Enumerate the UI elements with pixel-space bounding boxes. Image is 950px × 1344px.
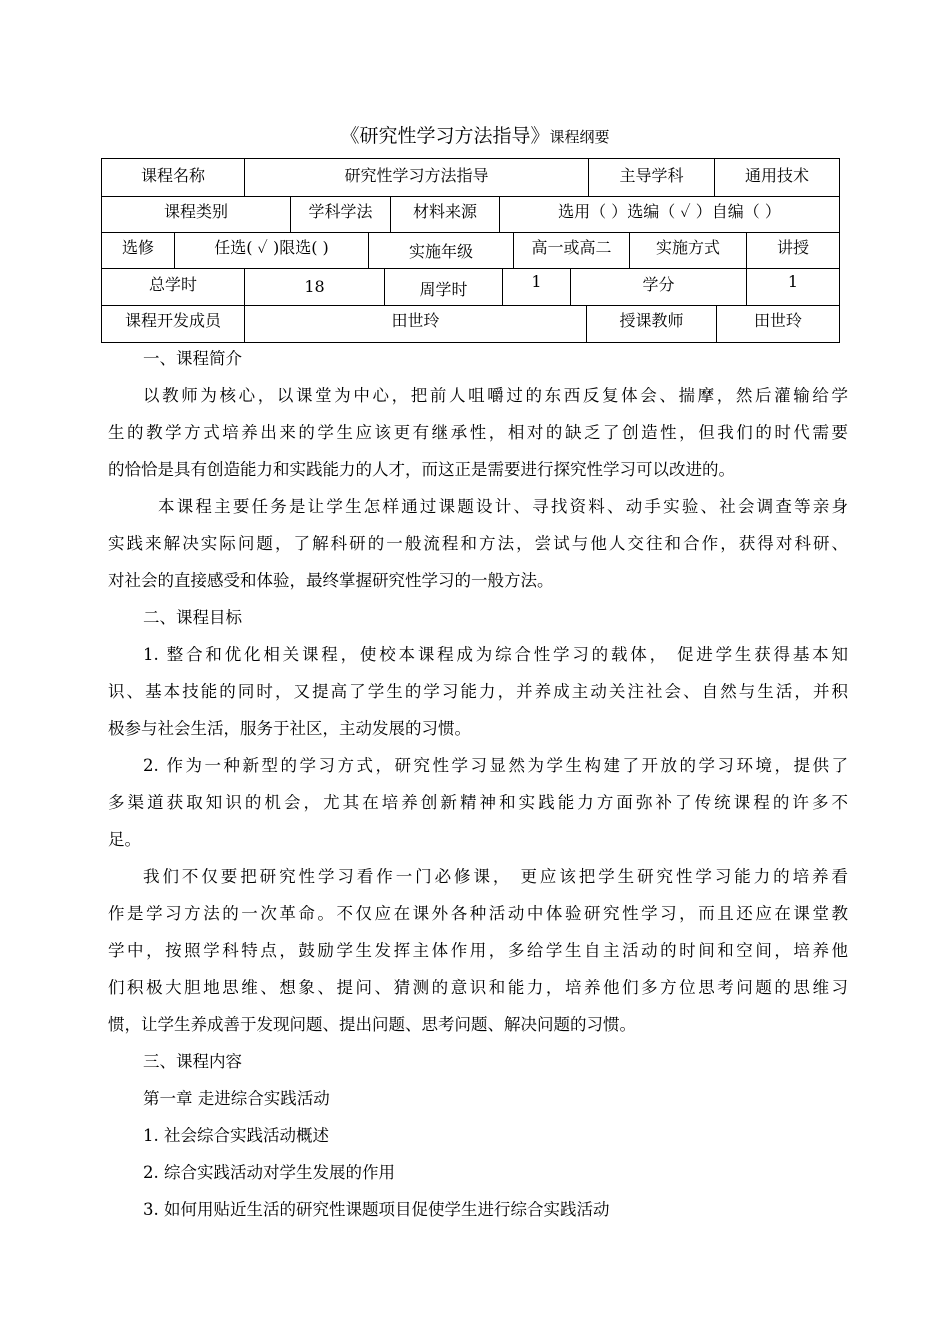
table-cell xyxy=(715,159,840,196)
table-row xyxy=(101,158,840,197)
course-category-label: 课程类别 xyxy=(163,202,228,221)
developer-value: 田世玲 xyxy=(391,311,440,330)
table-cell xyxy=(245,306,587,342)
paragraph-line: 们积极大胆地思维、想象、提问、猜测的意识和能力，培养他们多方位思考问题的思维习 xyxy=(108,978,848,997)
table-cell xyxy=(500,196,840,232)
course-name-value: 研究性学习方法指导 xyxy=(344,166,489,185)
table-cell xyxy=(102,269,245,305)
table-row xyxy=(101,196,840,233)
table-cell xyxy=(589,159,715,196)
paragraph-line: 识、基本技能的同时，又提高了学生的学习能力，并养成主动关注社会、自然与生活，并积 xyxy=(108,682,848,701)
body-text xyxy=(108,340,848,1228)
teacher-label: 授课教师 xyxy=(619,311,684,330)
table-cell xyxy=(717,306,840,342)
table-cell xyxy=(102,196,291,232)
paragraph-line: 学中，按照学科特点，鼓励学生发挥主体作用，多给学生自主活动的时间和空间，培养他 xyxy=(108,941,848,960)
list-item: 1. 社会综合实践活动概述 xyxy=(143,1126,329,1145)
paragraph-line: 对社会的直接感受和体验，最终掌握研究性学习的一般方法。 xyxy=(108,571,554,590)
table-cell xyxy=(747,233,840,268)
credits-label: 学分 xyxy=(642,275,675,294)
course-category-value: 学科学法 xyxy=(308,202,373,221)
table-cell xyxy=(391,196,500,232)
course-name-label: 课程名称 xyxy=(140,166,205,185)
table-cell xyxy=(245,269,385,305)
table-cell xyxy=(369,233,514,268)
table-cell xyxy=(503,269,571,305)
developer-label: 课程开发成员 xyxy=(124,311,221,330)
table-cell xyxy=(102,233,175,268)
document-title xyxy=(0,122,950,151)
material-source-value: 选用（ ）选编（ ✓ ）自编（ ） xyxy=(558,202,781,221)
title-main: 《研究性学习方法指导》 xyxy=(340,125,550,147)
lead-subject-value: 通用技术 xyxy=(744,166,809,185)
table-cell xyxy=(571,269,747,305)
elective-label: 选修 xyxy=(121,238,154,257)
table-cell xyxy=(291,196,391,232)
section-heading-intro: 一、课程简介 xyxy=(143,349,242,368)
paragraph-line: 以教师为核心，以课堂为中心，把前人咀嚼过的东西反复体会、揣摩，然后灌输给学 xyxy=(143,386,848,405)
paragraph-line: 生的教学方式培养出来的学生应该更有继承性，相对的缺乏了创造性，但我们的时代需要 xyxy=(108,423,848,442)
list-item: 2. 综合实践活动对学生发展的作用 xyxy=(143,1163,395,1182)
table-cell xyxy=(630,233,747,268)
table-cell xyxy=(514,233,630,268)
paragraph-line: 实践来解决实际问题，了解科研的一般流程和方法，尝试与他人交往和合作，获得对科研、 xyxy=(108,534,848,553)
paragraph-line: 我们不仅要把研究性学习看作一门必修课， 更应该把学生研究性学习能力的培养看 xyxy=(143,867,848,886)
grade-value: 高一或高二 xyxy=(531,238,612,257)
table-cell xyxy=(747,269,840,305)
list-item: 3. 如何用贴近生活的研究性课题项目促使学生进行综合实践活动 xyxy=(143,1200,610,1219)
table-cell xyxy=(245,159,589,196)
lead-subject-label: 主导学科 xyxy=(619,166,684,185)
method-value: 讲授 xyxy=(776,238,809,257)
chapter-heading: 第一章 走进综合实践活动 xyxy=(143,1089,330,1108)
paragraph-line: 2. 作为一种新型的学习方式，研究性学习显然为学生构建了开放的学习环境，提供了 xyxy=(143,756,848,775)
table-row xyxy=(101,269,840,306)
table-cell xyxy=(587,306,717,342)
table-cell xyxy=(385,269,503,305)
paragraph-line: 惯，让学生养成善于发现问题、提出问题、思考问题、解决问题的习惯。 xyxy=(108,1015,636,1034)
table-row xyxy=(101,306,840,343)
table-cell xyxy=(102,306,245,342)
paragraph-line: 作是学习方法的一次革命。不仅应在课外各种活动中体验研究性学习，而且还应在课堂教 xyxy=(108,904,848,923)
paragraph-line: 的恰恰是具有创造能力和实践能力的人才，而这正是需要进行探究性学习可以改进的。 xyxy=(108,460,735,479)
material-source-label: 材料来源 xyxy=(412,202,477,221)
section-heading-content: 三、课程内容 xyxy=(143,1052,242,1071)
section-heading-goals: 二、课程目标 xyxy=(143,608,242,627)
teacher-value: 田世玲 xyxy=(753,311,802,330)
total-hours-label: 总学时 xyxy=(148,275,197,294)
table-row xyxy=(101,233,840,269)
paragraph-line: 1. 整合和优化相关课程，使校本课程成为综合性学习的载体， 促进学生获得基本知 xyxy=(143,645,848,664)
paragraph-line: 本课程主要任务是让学生怎样通过课题设计、寻找资料、动手实验、社会调查等亲身 xyxy=(158,497,848,516)
table-cell xyxy=(175,233,369,268)
paragraph-line: 足。 xyxy=(108,830,141,849)
credits-value: 1 xyxy=(787,272,799,291)
method-label: 实施方式 xyxy=(655,238,720,257)
table-cell xyxy=(102,159,245,196)
total-hours-value: 18 xyxy=(304,277,325,296)
title-sub: 课程纲要 xyxy=(549,128,610,146)
weekly-hours-label: 周学时 xyxy=(419,280,468,299)
paragraph-line: 多渠道获取知识的机会，尤其在培养创新精神和实践能力方面弥补了传统课程的许多不 xyxy=(108,793,848,812)
grade-label: 实施年级 xyxy=(408,242,473,261)
elective-value: 任选( ✓ )限选( ) xyxy=(214,238,329,257)
weekly-hours-value: 1 xyxy=(531,272,542,291)
paragraph-line: 极参与社会生活，服务于社区，主动发展的习惯。 xyxy=(108,719,471,738)
